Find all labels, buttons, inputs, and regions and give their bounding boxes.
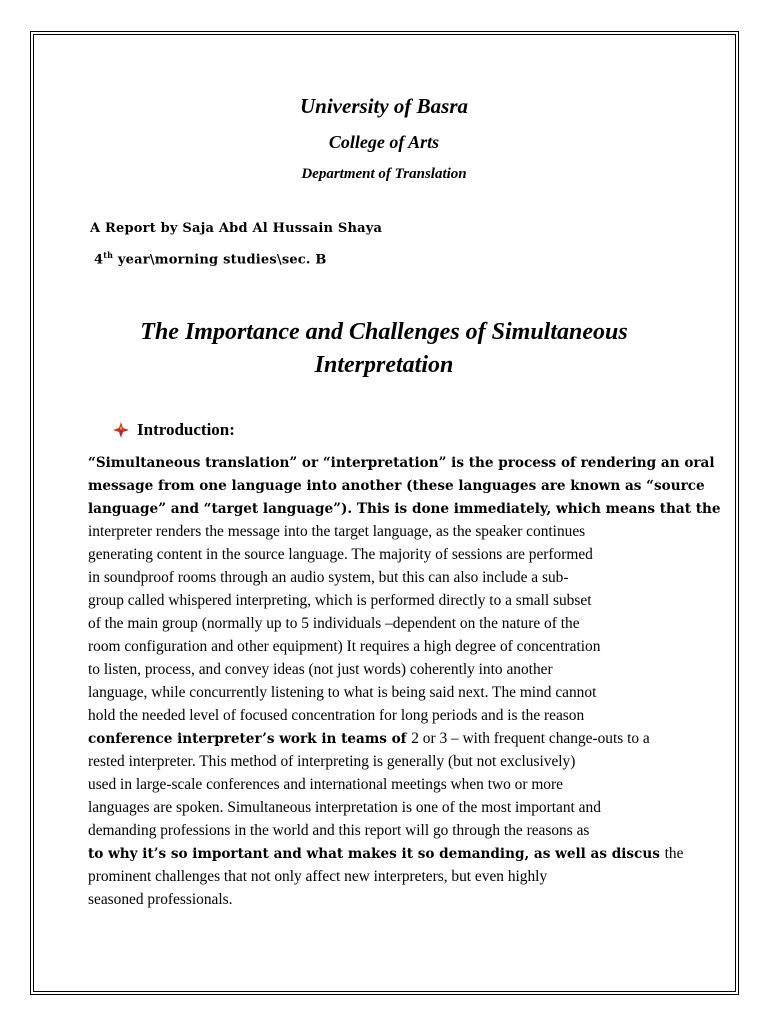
college-name: College of Arts	[328, 132, 440, 152]
normal-text: prominent challenges that not only affect new interpreters, but even highly	[88, 868, 548, 885]
paragraph-line	[88, 658, 688, 681]
normal-text: generating content in the source language. The majority of sessions are performed	[88, 546, 593, 563]
normal-text: of the main group (normally up to 5 individuals –dependent on the nature of the	[88, 615, 580, 632]
paragraph-line	[88, 727, 688, 750]
paragraph-line	[88, 819, 688, 842]
bold-text: conference interpreter’s work in teams of	[88, 731, 412, 747]
normal-text: group called whispered interpreting, which is performed directly to a small subset	[88, 592, 592, 609]
paragraph-line	[88, 543, 688, 566]
paragraph-line	[88, 497, 721, 520]
year-details: year\morning studies\sec. B	[113, 252, 327, 268]
bold-text: to why it’s so important and what makes it so demanding, as well as discus	[88, 846, 665, 862]
paragraph-line	[88, 635, 688, 658]
introduction-heading-text: Introduction:	[137, 420, 235, 439]
department-name: Department of Translation	[301, 166, 467, 182]
introduction-heading	[113, 420, 235, 440]
report-author: A Report by Saja Abd Al Hussain Shaya	[90, 221, 383, 236]
normal-text: seasoned professionals.	[88, 891, 233, 908]
bold-text: language” and “target language”). This is done immediately, which means that the	[88, 501, 721, 517]
normal-text: language, while concurrently listening to what is being said next. The mind cannot	[88, 684, 597, 701]
paragraph-line	[88, 566, 688, 589]
paragraph-line	[88, 842, 688, 865]
title-line-2: Interpretation	[314, 352, 454, 378]
paragraph-line	[88, 681, 688, 704]
normal-text: the	[664, 845, 684, 862]
normal-text: 2 or 3 – with frequent change-outs to a	[411, 730, 650, 747]
normal-text: interpreter renders the message into the target language, as the speaker continues	[88, 523, 586, 540]
normal-text: languages are spoken. Simultaneous interpretation is one of the most important and	[88, 799, 601, 816]
year-number: 4	[94, 252, 104, 268]
normal-text: rested interpreter. This method of interpreting is generally (but not exclusively)	[88, 753, 576, 770]
paragraph-line	[88, 704, 688, 727]
paragraph-line	[88, 796, 688, 819]
paragraph-line	[88, 612, 688, 635]
normal-text: to listen, process, and convey ideas (not just words) coherently into another	[88, 661, 553, 678]
introduction-paragraph	[88, 451, 721, 911]
paragraph-line	[88, 750, 688, 773]
report-year-section	[94, 250, 327, 267]
paragraph-line	[88, 520, 688, 543]
paragraph-line	[88, 773, 688, 796]
normal-text: room configuration and other equipment) It requires a high degree of concentration	[88, 638, 601, 655]
normal-text: hold the needed level of focused concentration for long periods and is the reason	[88, 707, 585, 724]
year-ordinal-suffix: th	[103, 250, 114, 260]
normal-text: in soundproof rooms through an audio system, but this can also include a sub-	[88, 569, 569, 586]
paragraph-line	[88, 451, 715, 474]
normal-text: demanding professions in the world and this report will go through the reasons as	[88, 822, 590, 839]
paragraph-line	[88, 589, 688, 612]
paragraph-line	[88, 888, 688, 911]
paragraph-line	[88, 865, 688, 888]
paragraph-line	[88, 474, 705, 497]
bold-text: “Simultaneous translation” or “interpretation” is the process of rendering an oral	[88, 455, 715, 471]
report-title	[0, 316, 768, 382]
arrow-bullet-icon	[113, 422, 129, 438]
bold-text: message from one language into another (these languages are known as “source	[88, 478, 705, 494]
title-line-1: The Importance and Challenges of Simultaneous	[140, 319, 628, 345]
university-name: University of Basra	[300, 94, 468, 118]
normal-text: used in large-scale conferences and international meetings when two or more	[88, 776, 563, 793]
